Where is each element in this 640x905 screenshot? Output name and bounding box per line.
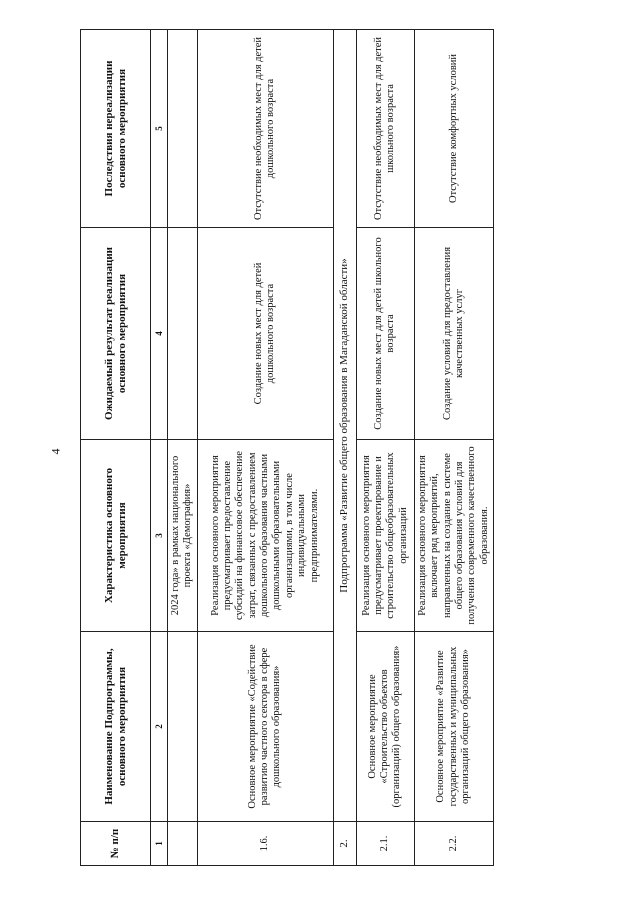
table-row	[356, 30, 414, 866]
row-consequence: Отсутствие необходимых мест для детей школьного возраста	[356, 30, 414, 228]
row-characteristic: Реализация основного мероприятия предусматривает предоставление субсидий на финансовое обеспечение затрат, связанных с предоставлением дошкольного образования частными дошкольными образовательными организациями, в том числе индивидуальными предпринимателями.	[197, 440, 333, 632]
header-name: Наименование Подпрограммы, основного мероприятия	[81, 632, 151, 822]
row-number	[168, 822, 198, 866]
row-result: Создание новых мест для детей дошкольного возраста	[197, 228, 333, 440]
row-result: Создание новых мест для детей школьного возраста	[356, 228, 414, 440]
row-number: 1.6.	[197, 822, 333, 866]
header-number: № п/п	[81, 822, 151, 866]
table-row	[197, 30, 333, 866]
column-number: 4	[151, 228, 168, 440]
row-characteristic: Реализация основного мероприятия включает ряд мероприятий, направленных на создание в системе общего образования условий для получения современного качественного образования.	[414, 440, 493, 632]
row-characteristic: 2024 года» в рамках национального проекта «Демография»	[168, 440, 198, 632]
row-consequence: Отсутствие необходимых мест для детей дошкольного возраста	[197, 30, 333, 228]
header-result: Ожидаемый результат реализации основного мероприятия	[81, 228, 151, 440]
row-consequence	[168, 30, 198, 228]
header-consequence: Последствия нереализации основного мероприятия	[81, 30, 151, 228]
header-characteristic: Характеристика основного мероприятия	[81, 440, 151, 632]
table-header-row	[81, 30, 151, 866]
column-number: 1	[151, 822, 168, 866]
row-name: Основное мероприятие «Содействие развитию частного сектора в сфере дошкольного образования»	[197, 632, 333, 822]
page-number: 4	[48, 448, 63, 455]
section-title: Подпрограмма «Развитие общего образования в Магаданской области»	[333, 30, 356, 822]
column-number-row	[151, 30, 168, 866]
table-row	[168, 30, 198, 866]
rotated-page-content	[80, 30, 490, 866]
column-number: 2	[151, 632, 168, 822]
row-number: 2.2.	[414, 822, 493, 866]
row-name: Основное мероприятие «Строительство объектов (организаций) общего образования»	[356, 632, 414, 822]
row-result: Создание условий для предоставления качественных услуг	[414, 228, 493, 440]
row-number: 2.1.	[356, 822, 414, 866]
row-result	[168, 228, 198, 440]
column-number: 5	[151, 30, 168, 228]
column-number: 3	[151, 440, 168, 632]
table-row	[414, 30, 493, 866]
program-activities-table	[80, 29, 494, 866]
row-name	[168, 632, 198, 822]
row-characteristic: Реализация основного мероприятия предусматривает проектирование и строительство общеобразовательных организаций	[356, 440, 414, 632]
row-consequence: Отсутствие комфортных условий	[414, 30, 493, 228]
section-row	[333, 30, 356, 866]
section-number: 2.	[333, 822, 356, 866]
row-name: Основное мероприятие «Развитие государственных и муниципальных организаций общего образования»	[414, 632, 493, 822]
